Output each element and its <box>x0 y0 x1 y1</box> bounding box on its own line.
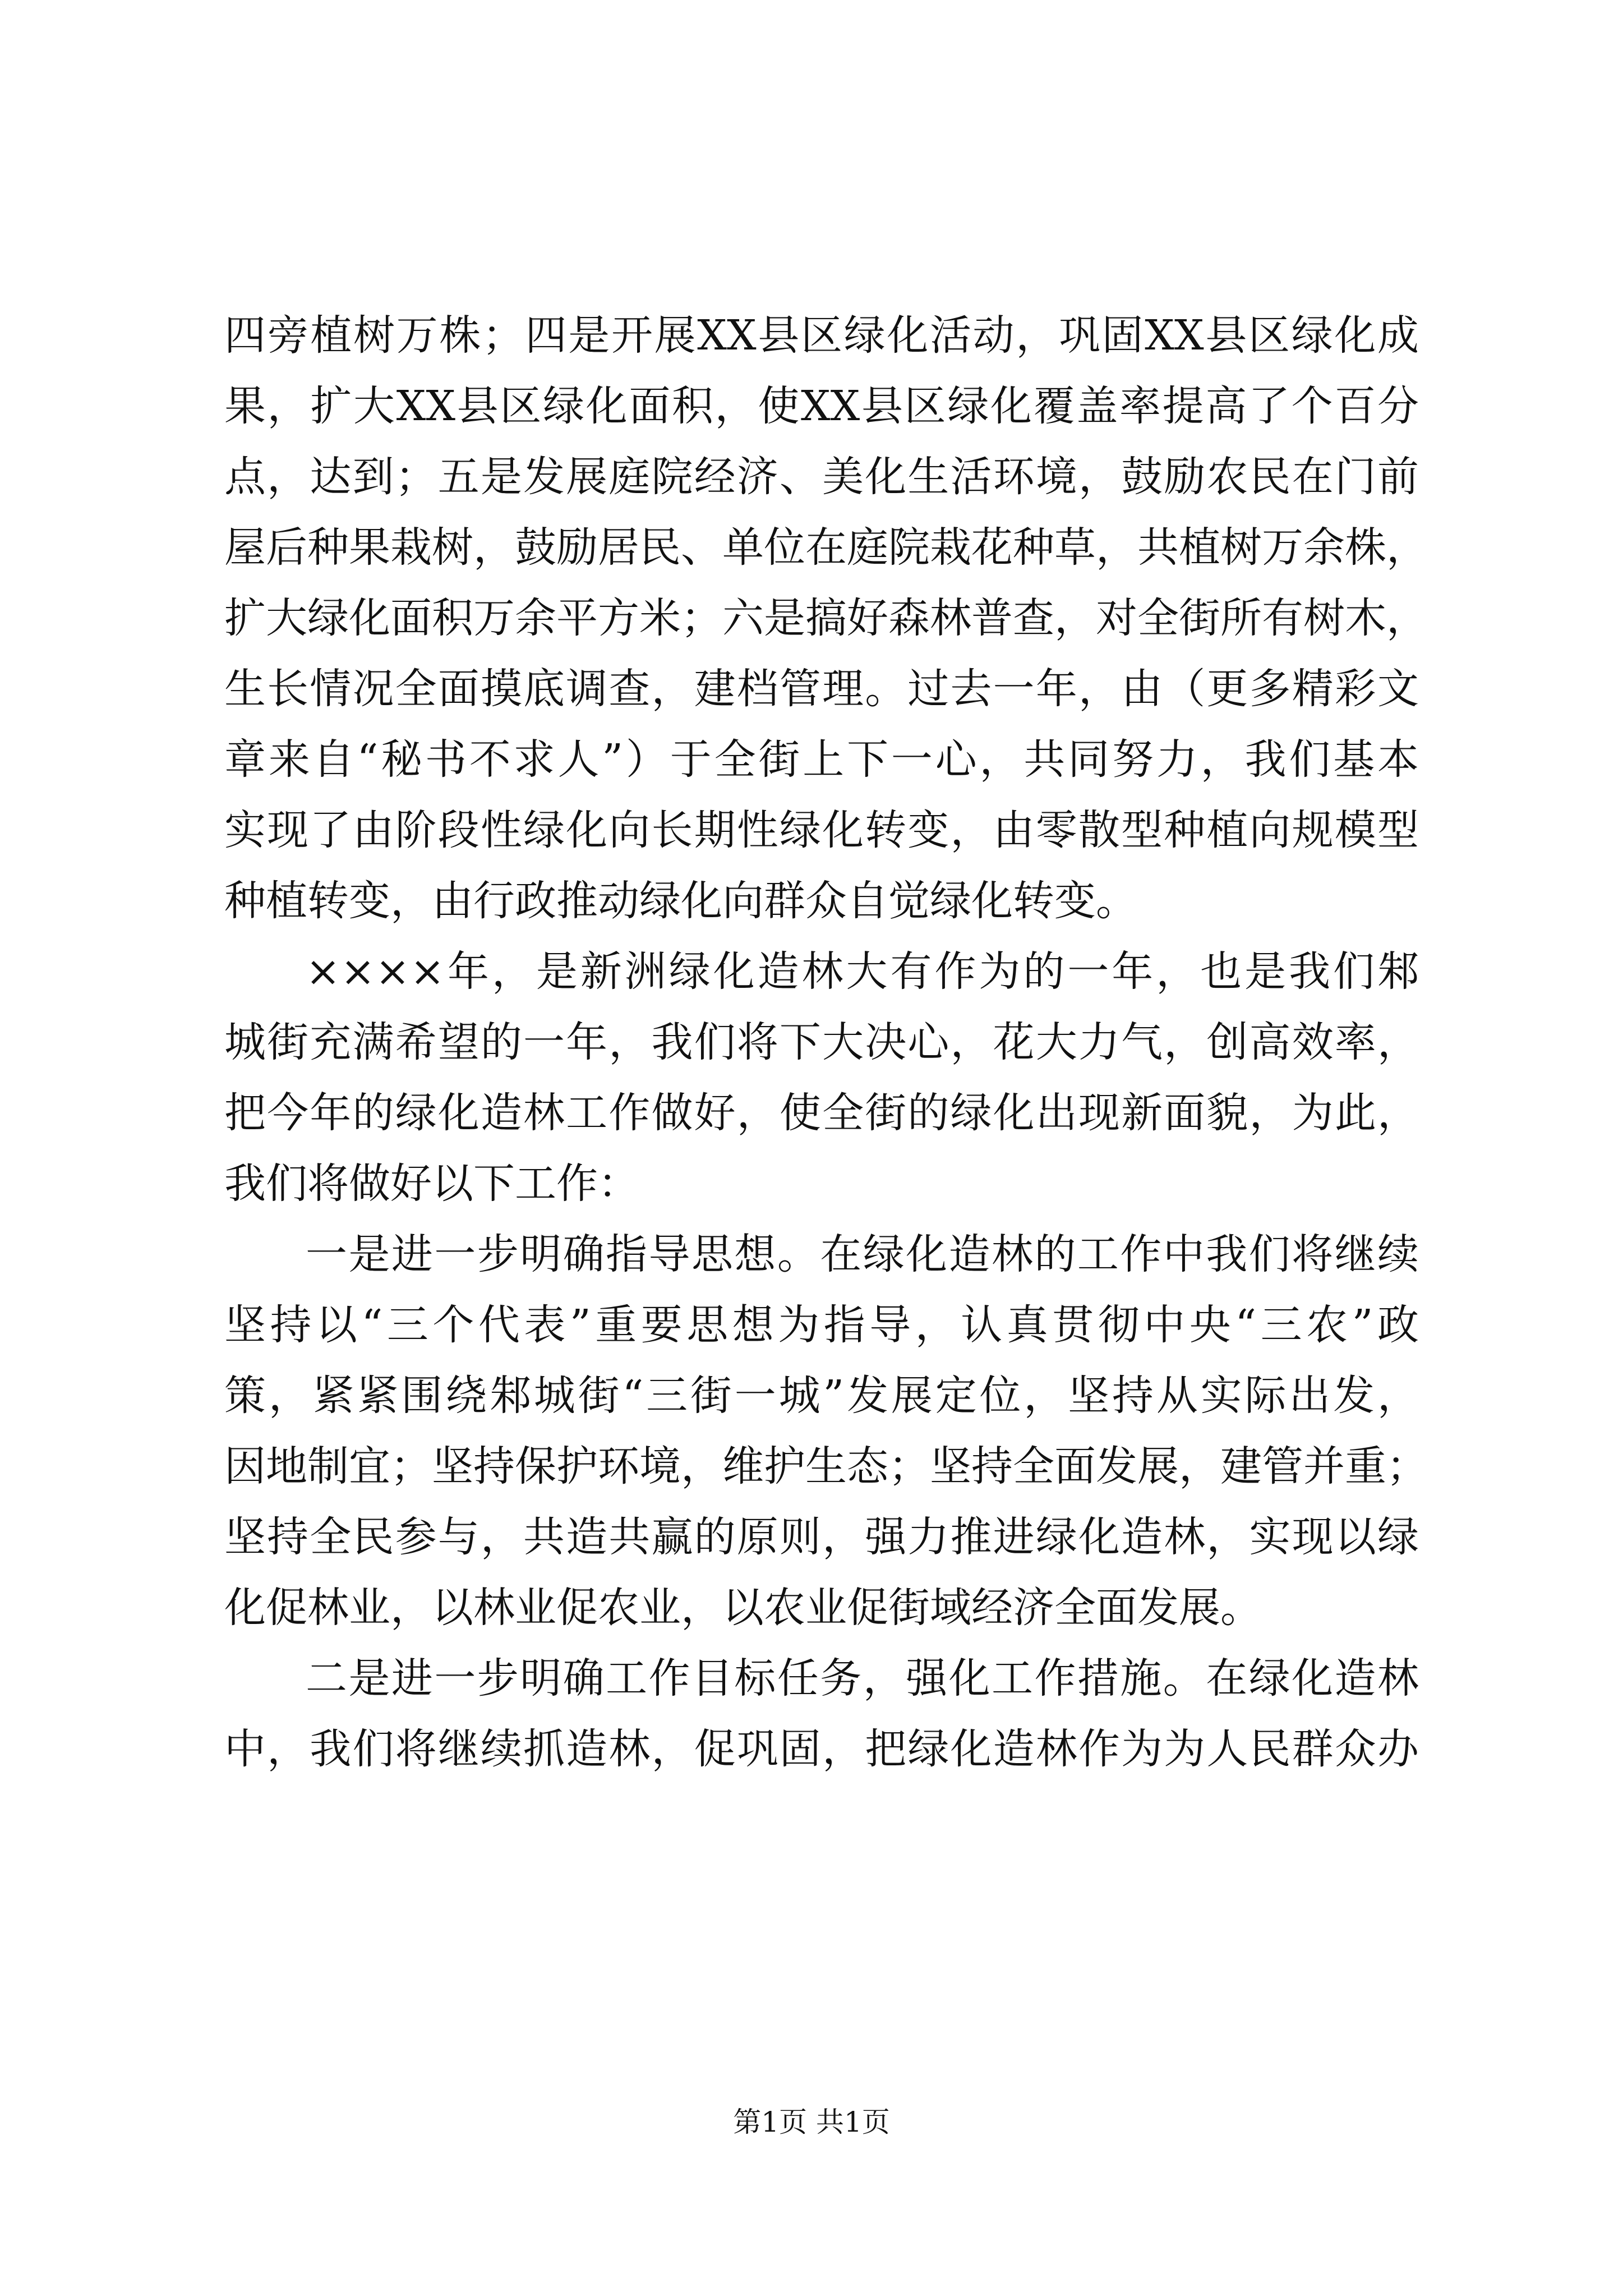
paragraph-first-line: 二是进一步明确工作目标任务，强化工作措施。在绿化造林 <box>306 1654 1419 1703</box>
text-line: 实现了由阶段性绿化向长期性绿化转变，由零散型种植向规模型 <box>224 806 1419 854</box>
text-line: 城街充满希望的一年，我们将下大决心，花大力气，创高效率， <box>224 1018 1419 1066</box>
text-line: 生长情况全面摸底调查，建档管理。过去一年，由（更多精彩文 <box>224 665 1419 713</box>
text-line: 化促林业，以林业促农业，以农业促街域经济全面发展。 <box>224 1584 1262 1632</box>
text-line: 四旁植树万株；四是开展XX县区绿化活动，巩固XX县区绿化成 <box>224 311 1419 360</box>
text-line: 果，扩大XX县区绿化面积，使XX县区绿化覆盖率提高了个百分 <box>224 382 1419 430</box>
text-line: 屋后种果栽树，鼓励居民、单位在庭院栽花种草，共植树万余株， <box>224 523 1428 572</box>
text-line: 我们将做好以下工作： <box>224 1159 639 1208</box>
text-line: 坚持以“三个代表”重要思想为指导，认真贯彻中央“三农”政 <box>224 1301 1419 1349</box>
text-line: 中，我们将继续抓造林，促巩固，把绿化造林作为为人民群众办 <box>224 1725 1419 1773</box>
text-line: 因地制宜；坚持保护环境，维护生态；坚持全面发展，建管并重； <box>224 1442 1428 1490</box>
text-line: 章来自“秘书不求人”）于全街上下一心，共同努力，我们基本 <box>224 735 1419 784</box>
text-line: 坚持全民参与，共造共赢的原则，强力推进绿化造林，实现以绿 <box>224 1513 1419 1561</box>
text-line: 把今年的绿化造林工作做好，使全街的绿化出现新面貌，为此， <box>224 1089 1419 1137</box>
text-line: 策，紧紧围绕邾城街“三街一城”发展定位，坚持从实际出发， <box>224 1372 1419 1420</box>
text-line: 扩大绿化面积万余平方米；六是搞好森林普查，对全街所有树木， <box>224 594 1428 642</box>
text-line: 点，达到；五是发展庭院经济、美化生活环境，鼓励农民在门前 <box>224 453 1419 501</box>
text-line: 种植转变，由行政推动绿化向群众自觉绿化转变。 <box>224 877 1137 925</box>
page-footer: 第1页 共1页 <box>733 2106 890 2138</box>
paragraph-first-line: 一是进一步明确指导思想。在绿化造林的工作中我们将继续 <box>306 1230 1419 1278</box>
paragraph-first-line: ××××年，是新洲绿化造林大有作为的一年，也是我们邾 <box>306 947 1419 996</box>
